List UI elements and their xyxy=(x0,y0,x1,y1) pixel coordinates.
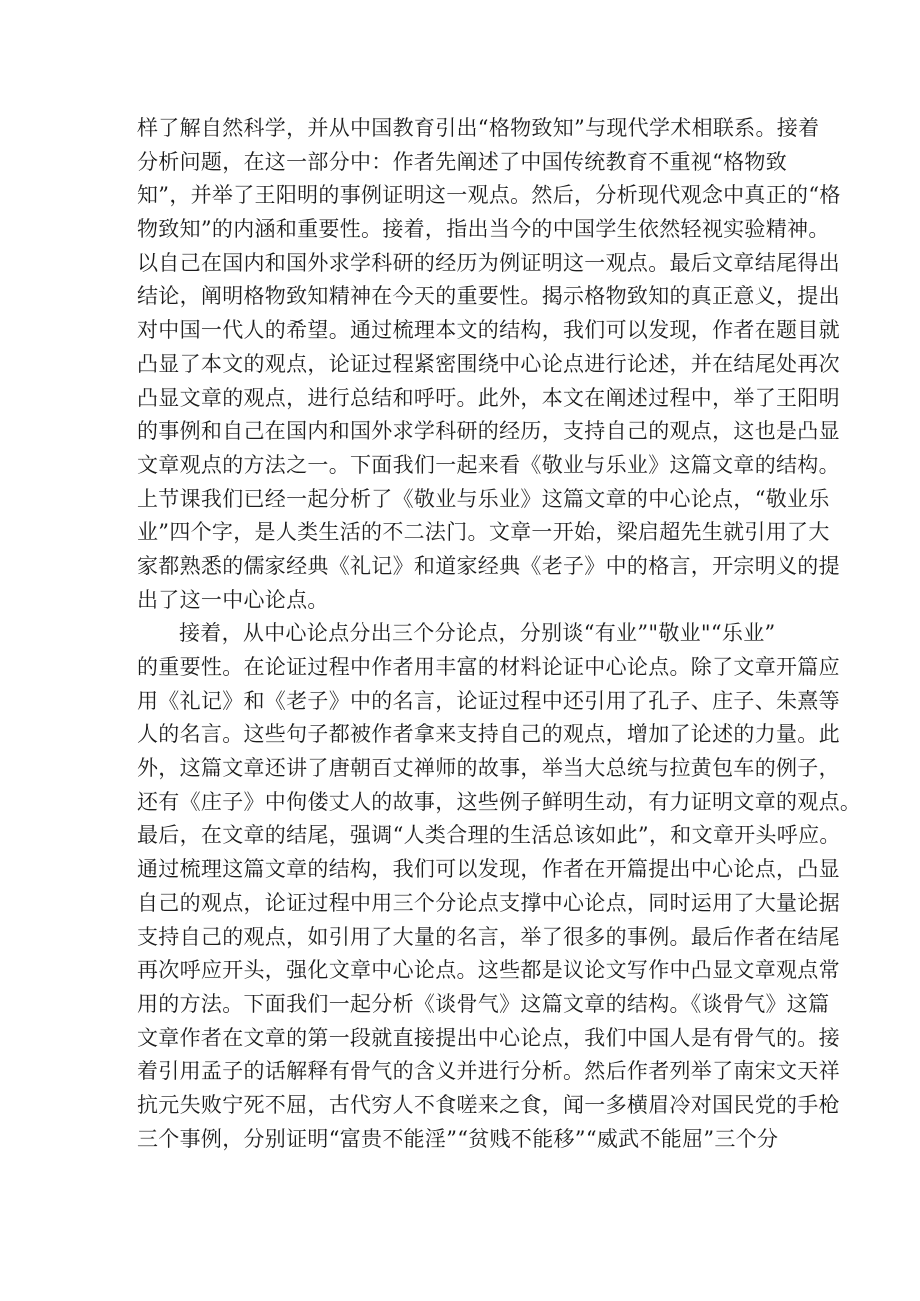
text-line-14: 家都熟悉的儒家经典《礼记》和道家经典《老子》中的格言，开宗明义的提 xyxy=(137,553,840,578)
text-line-9: 凸显文章的观点，进行总结和呼吁。此外，本文在阐述过程中，举了王阳明 xyxy=(137,385,840,410)
text-line-19: 人的名言。这些句子都被作者拿来支持自己的观点，增加了论述的力量。此 xyxy=(137,722,840,747)
text-line-18: 用《礼记》和《老子》中的名言，论证过程中还引用了孔子、庄子、朱熹等 xyxy=(137,688,840,713)
text-line-2: 分析问题，在这一部分中：作者先阐述了中国传统教育不重视“格物致 xyxy=(137,149,788,174)
text-line-22: 最后，在文章的结尾，强调“人类合理的生活总该如此”，和文章开头呼应。 xyxy=(137,823,841,848)
text-line-1: 样了解自然科学，并从中国教育引出“格物致知”与现代学术相联系。接着 xyxy=(137,116,820,140)
text-line-6: 结论，阐明格物致知精神在今天的重要性。揭示格物致知的真正意义，提出 xyxy=(137,284,840,309)
text-line-16: 接着，从中心论点分出三个分论点，分别谈“有业”"敬业"“乐业” xyxy=(179,621,776,646)
text-line-29: 着引用孟子的话解释有骨气的含义并进行分析。然后作者列举了南宋文天祥 xyxy=(137,1059,840,1084)
text-line-23: 通过梳理这篇文章的结构，我们可以发现，作者在开篇提出中心论点，凸显 xyxy=(137,857,840,882)
text-line-11: 文章观点的方法之一。下面我们一起来看《敬业与乐业》这篇文章的结构。 xyxy=(137,452,840,477)
text-line-13: 业”四个字，是人类生活的不二法门。文章一开始，梁启超先生就引用了大 xyxy=(137,520,830,545)
text-line-24: 自己的观点，论证过程中用三个分论点支撑中心论点，同时运用了大量论据 xyxy=(137,890,840,915)
body-text xyxy=(137,112,862,1156)
text-line-5: 以自己在国内和国外求学科研的经历为例证明这一观点。最后文章结尾得出 xyxy=(137,250,840,275)
text-line-28: 文章作者在文章的第一段就直接提出中心论点，我们中国人是有骨气的。接 xyxy=(137,1025,840,1050)
text-line-25: 支持自己的观点，如引用了大量的名言，举了很多的事例。最后作者在结尾 xyxy=(137,924,840,949)
text-line-21: 还有《庄子》中佝偻丈人的故事，这些例子鲜明生动，有力证明文章的观点。 xyxy=(137,789,862,814)
text-line-7: 对中国一代人的希望。通过梳理本文的结构，我们可以发现，作者在题目就 xyxy=(137,318,840,343)
text-line-31: 三个事例，分别证明“富贵不能淫”“贫贱不能移”“威武不能屈”三个分 xyxy=(137,1126,779,1151)
text-line-15: 出了这一中心论点。 xyxy=(137,587,329,612)
text-line-10: 的事例和自己在国内和国外求学科研的经历，支持自己的观点，这也是凸显 xyxy=(137,419,840,444)
text-line-17: 的重要性。在论证过程中作者用丰富的材料论证中心论点。除了文章开篇应 xyxy=(137,655,840,679)
text-line-27: 用的方法。下面我们一起分析《谈骨气》这篇文章的结构。《谈骨气》这篇 xyxy=(137,991,830,1016)
text-line-3: 知”，并举了王阳明的事例证明这一观点。然后，分析现代观念中真正的“格 xyxy=(137,183,841,208)
text-line-20: 外，这篇文章还讲了唐朝百丈禅师的故事，举当大总统与拉黄包车的例子， xyxy=(137,756,840,781)
text-line-4: 物致知”的内涵和重要性。接着，指出当今的中国学生依然轻视实验精神。 xyxy=(137,217,830,242)
text-line-30: 抗元失败宁死不屈，古代穷人不食嗟来之食，闻一多横眉冷对国民党的手枪 xyxy=(137,1092,840,1117)
text-line-26: 再次呼应开头，强化文章中心论点。这些都是议论文写作中凸显文章观点常 xyxy=(137,958,840,983)
text-line-8: 凸显了本文的观点，论证过程紧密围绕中心论点进行论述，并在结尾处再次 xyxy=(137,351,840,376)
text-line-12: 上节课我们已经一起分析了《敬业与乐业》这篇文章的中心论点，“敬业乐 xyxy=(137,486,830,511)
